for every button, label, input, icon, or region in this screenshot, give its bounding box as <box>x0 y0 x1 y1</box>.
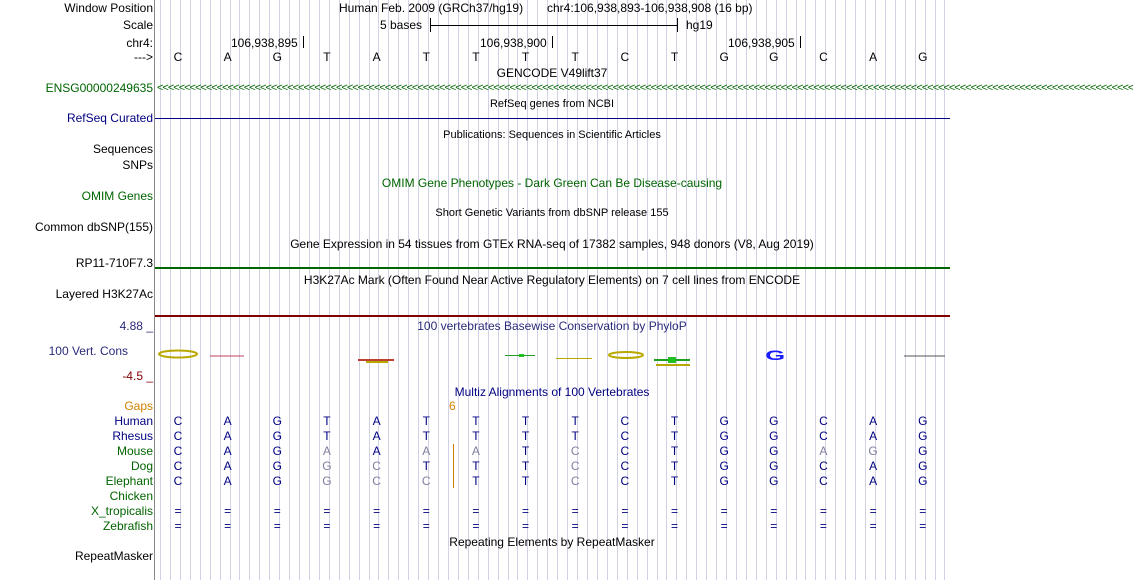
aligned-base: C <box>173 459 183 473</box>
aligned-base: A <box>869 414 878 428</box>
scale-label: Scale <box>122 18 153 32</box>
aligned-base: A <box>223 474 232 488</box>
aligned-base: T <box>521 459 530 473</box>
aligned-base: T <box>670 429 679 443</box>
aligned-base: G <box>322 459 332 473</box>
aligned-base: A <box>372 444 381 458</box>
aligned-base: T <box>571 414 579 428</box>
logo-g-8b <box>519 354 524 357</box>
aligned-base: = <box>422 504 430 518</box>
aligned-base: A <box>223 444 232 458</box>
aligned-base: G <box>769 474 779 488</box>
aligned-base: A <box>471 444 480 458</box>
aligned-base: G <box>918 459 928 473</box>
species-label[interactable]: Chicken <box>109 489 153 503</box>
aligned-base: G <box>719 444 729 458</box>
aligned-base: A <box>869 429 878 443</box>
aligned-base: G <box>272 474 282 488</box>
refseq-label[interactable]: RefSeq Curated <box>66 111 153 125</box>
species-label[interactable]: Zebrafish <box>102 519 153 533</box>
logo-t-11b <box>668 357 676 363</box>
aligned-base: G <box>272 414 282 428</box>
aligned-base: G <box>272 444 282 458</box>
reference-base: T <box>670 50 679 64</box>
reference-base: A <box>223 50 232 64</box>
aligned-base: T <box>422 429 430 443</box>
species-label[interactable]: Elephant <box>105 474 153 488</box>
position-text: chr4:106,938,893-106,938,908 (16 bp) <box>547 1 753 15</box>
aligned-base: = <box>323 519 331 533</box>
aligned-base: C <box>620 474 630 488</box>
logo-c-10 <box>609 352 643 358</box>
aligned-base: T <box>521 444 530 458</box>
aligned-base: G <box>918 414 928 428</box>
scale-assembly: hg19 <box>686 18 713 32</box>
aligned-base: C <box>421 474 431 488</box>
aligned-base: = <box>621 519 629 533</box>
aligned-base: = <box>621 504 629 518</box>
cons-min-label: -4.5 _ <box>122 369 153 383</box>
aligned-base: C <box>819 414 828 428</box>
dbsnp-track-title: Short Genetic Variants from dbSNP release 155 <box>435 207 669 219</box>
aligned-base: = <box>323 504 331 518</box>
reference-base: G <box>769 50 779 64</box>
aligned-base: G <box>719 429 729 443</box>
aligned-base: T <box>472 459 480 473</box>
aligned-base: T <box>670 459 679 473</box>
aligned-base: A <box>422 444 431 458</box>
aligned-base: = <box>422 519 430 533</box>
aligned-base: G <box>719 474 729 488</box>
refseq-track-title: RefSeq genes from NCBI <box>489 98 615 110</box>
aligned-base: = <box>522 519 530 533</box>
species-label[interactable]: Dog <box>130 459 153 473</box>
aligned-base: C <box>173 429 183 443</box>
ensg-gene-label[interactable]: ENSG00000249635 <box>45 81 153 95</box>
logo-t-11c <box>656 364 690 366</box>
aligned-base: = <box>819 504 827 518</box>
repeat-track-title: Repeating Elements by RepeatMasker <box>449 535 655 549</box>
aligned-base: C <box>819 474 828 488</box>
h3k27ac-track-title: H3K27Ac Mark (Often Found Near Active Regulatory Elements) on 7 cell lines from ENCODE <box>303 273 801 287</box>
reference-base: T <box>472 50 480 64</box>
aligned-base: G <box>322 474 332 488</box>
aligned-base: G <box>769 459 779 473</box>
aligned-base: = <box>919 504 927 518</box>
aligned-base: G <box>272 459 282 473</box>
aligned-base: C <box>620 429 630 443</box>
aligned-base: C <box>620 459 630 473</box>
aligned-base: = <box>869 519 877 533</box>
aligned-base: = <box>869 504 877 518</box>
aligned-base: T <box>472 429 480 443</box>
aligned-base: G <box>769 444 779 458</box>
reference-base: T <box>323 50 331 64</box>
reference-base: C <box>819 50 828 64</box>
reference-base: A <box>869 50 878 64</box>
ensg-gene-feature[interactable]: <<<<<<<<<<<<<<<<<<<<<<<<<<<<<<<<<<<<<<<<<<<<<<<<<<<<<<<<<<<<<<<<<<<<<<<<<<<<<<<<<<<<<<<<<<<<<<<<<<<<<<<<<<<<<<<<<<<<<<<<<<<<<<<<<<<<<<<<<<<<<<<<<<<<<<<<<<<<<<<<<<<<<<<<<<<<<<<<<<<< <box>157 82 1133 94</box>
reference-base: G <box>918 50 928 64</box>
coord-3: 106,938,905 <box>728 36 795 50</box>
pubs-track-title: Publications: Sequences in Scientific Articles <box>443 129 661 141</box>
aligned-base: T <box>670 414 679 428</box>
aligned-base: C <box>570 474 580 488</box>
aligned-base: = <box>522 504 530 518</box>
aligned-base: = <box>770 504 778 518</box>
reference-base: A <box>372 50 381 64</box>
aligned-base: C <box>372 474 381 488</box>
aligned-base: G <box>769 414 779 428</box>
aligned-base: G <box>918 429 928 443</box>
aligned-base: A <box>372 429 381 443</box>
aligned-base: C <box>819 459 828 473</box>
species-label[interactable]: Mouse <box>116 444 153 458</box>
multiz-track-title: Multiz Alignments of 100 Vertebrates <box>454 385 650 399</box>
reference-base: T <box>571 50 579 64</box>
h3k27ac-label[interactable]: Layered H3K27Ac <box>55 287 153 301</box>
aligned-base: T <box>670 444 679 458</box>
gap-count: 6 <box>449 399 456 413</box>
aligned-base: C <box>570 444 580 458</box>
strand-arrow: ---> <box>134 50 153 64</box>
omim-track-title: OMIM Gene Phenotypes - Dark Green Can Be Disease-causing <box>381 176 723 190</box>
aligned-base: = <box>174 519 182 533</box>
aligned-base: G <box>272 429 282 443</box>
reference-base: G <box>719 50 729 64</box>
logo-t-9 <box>556 358 592 359</box>
aligned-base: G <box>719 459 729 473</box>
aligned-base: A <box>223 414 232 428</box>
aligned-base: T <box>521 474 530 488</box>
aligned-base: T <box>521 429 530 443</box>
aligned-base: = <box>770 519 778 533</box>
reference-base: C <box>620 50 630 64</box>
gtex-track-title: Gene Expression in 54 tissues from GTEx RNA-seq of 17382 samples, 948 donors (V8, Aug 2019) <box>290 237 814 251</box>
aligned-base: = <box>670 504 678 518</box>
aligned-base: T <box>323 429 331 443</box>
aligned-base: = <box>224 504 232 518</box>
insertion-marker <box>453 444 454 488</box>
reference-base: T <box>521 50 530 64</box>
species-label[interactable]: X_tropicalis <box>90 504 153 518</box>
reference-base: T <box>422 50 430 64</box>
assembly-text: Human Feb. 2009 (GRCh37/hg19) <box>339 1 524 15</box>
aligned-base: = <box>819 519 827 533</box>
aligned-base: C <box>819 429 828 443</box>
aligned-base: A <box>322 444 331 458</box>
aligned-base: G <box>918 444 928 458</box>
aligned-base: A <box>223 429 232 443</box>
aligned-base: T <box>472 474 480 488</box>
species-label[interactable]: Rhesus <box>112 429 153 443</box>
logo-c-1 <box>159 351 197 358</box>
scale-text: 5 bases <box>380 18 423 32</box>
logo-g-13: G <box>765 348 786 364</box>
aligned-base: = <box>373 519 381 533</box>
aligned-base: = <box>571 504 579 518</box>
aligned-base: = <box>919 519 927 533</box>
aligned-base: C <box>173 474 183 488</box>
aligned-base: = <box>670 519 678 533</box>
reference-base: C <box>173 50 183 64</box>
cons-max-label: 4.88 _ <box>119 319 153 333</box>
aligned-base: G <box>918 474 928 488</box>
aligned-base: = <box>174 504 182 518</box>
aligned-base: C <box>173 444 183 458</box>
aligned-base: A <box>869 459 878 473</box>
aligned-base: T <box>670 474 679 488</box>
logo-t-5b <box>366 361 388 363</box>
aligned-base: C <box>620 444 630 458</box>
aligned-base: = <box>720 504 728 518</box>
coord-2: 106,938,900 <box>480 36 547 50</box>
aligned-base: A <box>223 459 232 473</box>
logo-t-5 <box>358 359 394 361</box>
aligned-base: A <box>869 474 878 488</box>
gaps-label[interactable]: Gaps <box>124 399 153 413</box>
species-label[interactable]: Human <box>114 414 153 428</box>
omim-label[interactable]: OMIM Genes <box>81 189 153 203</box>
aligned-base: = <box>273 519 281 533</box>
aligned-base: = <box>571 519 579 533</box>
aligned-base: G <box>769 429 779 443</box>
window-position-label: Window Position <box>64 1 153 15</box>
chr-label: chr4: <box>126 36 153 50</box>
rp11-label[interactable]: RP11-710F7.3 <box>75 256 153 270</box>
aligned-base: C <box>372 459 381 473</box>
aligned-base: A <box>372 414 381 428</box>
snps-label[interactable]: SNPs <box>122 158 153 172</box>
phylop-track-title: 100 vertebrates Basewise Conservation by PhyloP <box>417 319 687 333</box>
aligned-base: G <box>719 414 729 428</box>
aligned-base: C <box>620 414 630 428</box>
cons-label[interactable]: 100 Vert. Cons <box>48 344 128 358</box>
aligned-base: = <box>273 504 281 518</box>
aligned-base: = <box>472 519 480 533</box>
aligned-base: = <box>720 519 728 533</box>
dbsnp-label[interactable]: Common dbSNP(155) <box>34 220 153 234</box>
aligned-base: T <box>323 414 331 428</box>
aligned-base: C <box>173 414 183 428</box>
aligned-base: T <box>571 429 579 443</box>
repeat-label[interactable]: RepeatMasker <box>74 549 153 563</box>
aligned-base: T <box>521 414 530 428</box>
aligned-base: A <box>819 444 828 458</box>
reference-base: G <box>272 50 282 64</box>
gencode-track-title: GENCODE V49lift37 <box>496 66 608 80</box>
aligned-base: = <box>472 504 480 518</box>
aligned-base: T <box>472 414 480 428</box>
aligned-base: T <box>422 414 430 428</box>
coord-1: 106,938,895 <box>231 36 298 50</box>
aligned-base: G <box>868 444 878 458</box>
aligned-base: = <box>224 519 232 533</box>
aligned-base: = <box>373 504 381 518</box>
sequences-label[interactable]: Sequences <box>92 142 153 156</box>
aligned-base: C <box>570 459 580 473</box>
aligned-base: T <box>422 459 430 473</box>
